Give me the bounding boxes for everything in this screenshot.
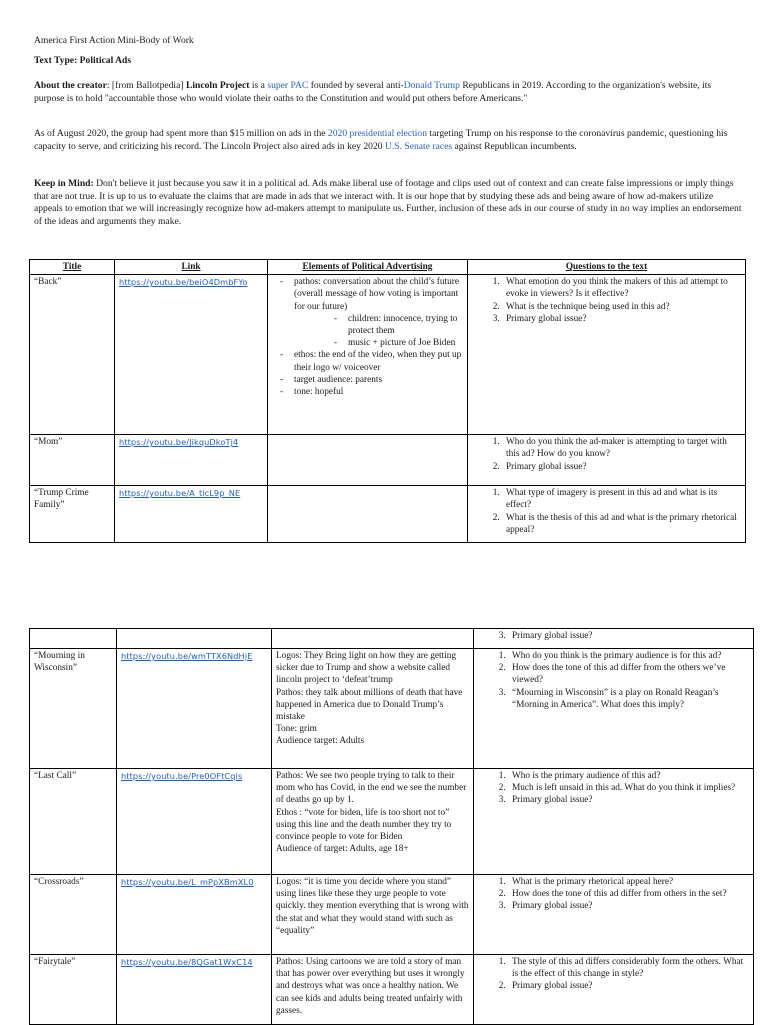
- text-type-heading: Text Type: Political Ads: [34, 55, 132, 66]
- elements-cell: [268, 435, 468, 486]
- spending-text-2: targeting Trump on his response to the coronavirus pandemic, questioning his capacity to serve, and criticizing his record. The Lincoln Project also aired ads in key 2020: [34, 128, 728, 152]
- question-item: 3. Primary global issue?: [508, 900, 749, 912]
- ads-table-page-2: [29, 628, 754, 1025]
- element-line: Pathos: they talk about millions of death that have happened in America due to Donald Trump’s mistake: [276, 687, 463, 723]
- questions-cell: [474, 875, 754, 955]
- question-item: 3. Primary global issue?: [508, 630, 749, 642]
- senate-races-link[interactable]: U.S. Senate races: [384, 140, 453, 152]
- elements-cell: [272, 875, 474, 955]
- ad-title: “Mom”: [30, 435, 115, 486]
- table-row: [30, 629, 754, 649]
- question-item: 1. What emotion do you think the makers of this ad attempt to evoke in viewers? Is it effective?: [502, 276, 741, 300]
- question-item: 3. Primary global issue?: [502, 313, 741, 325]
- ad-link[interactable]: https://youtu.be/Pre0OFtCqis: [121, 771, 243, 781]
- ad-title: “Trump Crime Family”: [30, 486, 115, 543]
- donald-trump-link[interactable]: Donald Trump: [403, 80, 460, 91]
- question-item: 1. What is the primary rhetorical appeal here?: [508, 876, 749, 888]
- elements-cell: [272, 649, 474, 769]
- table-row: [30, 435, 746, 486]
- header-title: Title: [30, 260, 115, 275]
- keep-in-mind-label: Keep in Mind:: [34, 178, 94, 189]
- questions-list: [478, 770, 749, 807]
- ad-link-cell: [117, 955, 272, 1025]
- spending-text-3: against Republican incumbents.: [452, 140, 577, 152]
- list-item: - children: innocence, trying to protect them: [348, 313, 463, 337]
- ad-title: “Fairytale”: [30, 955, 117, 1025]
- ad-link[interactable]: https://youtu.be/A_ticL9p_NE: [119, 488, 241, 499]
- element-line: Ethos : “vote for biden, life is too short not to” using this line and the death number they try to convince people to vote for Biden: [276, 807, 452, 843]
- elements-cell: [268, 275, 468, 435]
- header-link: Link: [115, 260, 268, 275]
- table-row: [30, 955, 754, 1025]
- element-line: Logos: They Bring light on how they are getting sicker due to Trump and show a website called lincoln project to ‘defeat’trump: [276, 651, 457, 686]
- question-item: 2. Primary global issue?: [502, 461, 741, 473]
- question-item: 1. The style of this ad differs considerably form the others. What is the effect of this change in style?: [508, 956, 749, 980]
- empty-cell: [272, 629, 474, 649]
- elements-list: [272, 276, 463, 398]
- questions-cell: [468, 486, 746, 543]
- question-item: 2. How does the tone of this ad differ from others in the set?: [508, 888, 749, 900]
- ad-link[interactable]: https://youtu.be/L_mPpXBmXL0: [121, 877, 254, 887]
- ad-link[interactable]: https://youtu.be/JikquDkoTj4: [119, 437, 239, 448]
- question-item: 2. How does the tone of this ad differ from the others we’ve viewed?: [508, 662, 749, 686]
- list-item: - tone: hopeful: [294, 386, 463, 398]
- questions-cell: [474, 629, 754, 649]
- ad-title: “Mourning in Wisconsin”: [30, 649, 117, 769]
- empty-cell: [30, 629, 117, 649]
- element-pathos: pathos: conversation about the child’s future (overall message of how voting is important for our future): [294, 277, 459, 312]
- question-item: 1. Who do you think the ad-maker is attempting to target with this ad? How do you know?: [502, 436, 741, 460]
- list-item: - music + picture of Joe Biden: [348, 337, 463, 349]
- questions-list: [472, 487, 741, 536]
- element-line: Tone: grim: [276, 724, 317, 735]
- ad-title: “Crossroads”: [30, 875, 117, 955]
- question-item: 3. “Mourning in Wisconsin” is a play on Ronald Reagan’s “Morning in America”. What does this imply?: [508, 687, 749, 711]
- ad-link[interactable]: https://youtu.be/8QGat1WxC14: [121, 957, 253, 967]
- question-item: 1. Who do you think is the primary audience is for this ad?: [508, 650, 749, 662]
- ads-table-page-1: [29, 259, 746, 543]
- questions-list: [472, 276, 741, 325]
- table-row: [30, 769, 754, 875]
- elements-cell: [268, 486, 468, 543]
- document-title: America First Action Mini-Body of Work: [34, 35, 194, 46]
- table-row: [30, 275, 746, 435]
- about-creator-paragraph: [34, 80, 742, 105]
- header-questions: Questions to the text: [468, 260, 746, 275]
- elements-cell: [272, 955, 474, 1025]
- element-line: Audience target: Adults: [276, 736, 365, 747]
- questions-list: [472, 436, 741, 473]
- ad-link-cell: [115, 486, 268, 543]
- ad-title: “Back”: [30, 275, 115, 435]
- ad-link-cell: [117, 769, 272, 875]
- questions-cell: [468, 435, 746, 486]
- empty-cell: [117, 629, 272, 649]
- about-source: : [from Ballotpedia]: [106, 80, 186, 91]
- questions-cell: [474, 955, 754, 1025]
- ad-link-cell: [117, 875, 272, 955]
- list-item: - target audience: parents: [294, 374, 463, 386]
- element-line: Logos: “it is time you decide where you stand” using lines like these they urge people to vote quickly. they mention everything that is wrong with the stat and what they would stand with such as “equality”: [276, 877, 469, 936]
- list-item: [294, 276, 463, 349]
- question-item: 2. Primary global issue?: [508, 980, 749, 992]
- org-name: Lincoln Project: [185, 80, 250, 91]
- question-item: 2. What is the technique being used in this ad?: [502, 301, 741, 313]
- table-row: [30, 875, 754, 955]
- ad-link-cell: [115, 435, 268, 486]
- element-line: Audience of target: Adults, age 18+: [276, 844, 409, 855]
- questions-list: [478, 650, 749, 711]
- about-text-1: is a: [249, 80, 268, 91]
- element-line: Pathos: We see two people trying to talk to their mom who has Covid, in the end we see the number of deaths go up by 1.: [276, 771, 467, 806]
- ad-link-cell: [115, 275, 268, 435]
- presidential-election-link[interactable]: 2020 presidential election: [327, 128, 428, 139]
- spending-text-1: As of August 2020, the group had spent more than $15 million on ads in the: [34, 128, 328, 139]
- ad-link[interactable]: https://youtu.be/beiO4DmbFYo: [119, 277, 248, 288]
- questions-list: [478, 876, 749, 913]
- question-item: 1. Who is the primary audience of this ad?: [508, 770, 749, 782]
- question-item: 2. Much is left unsaid in this ad. What do you think it implies?: [508, 782, 749, 794]
- super-pac-link[interactable]: super PAC: [267, 80, 309, 91]
- questions-cell: [474, 769, 754, 875]
- elements-cell: [272, 769, 474, 875]
- about-label: About the creator: [34, 80, 107, 91]
- questions-list: [478, 956, 749, 993]
- about-text-2: founded by several anti-: [308, 80, 404, 91]
- keep-in-mind-paragraph: [34, 178, 742, 229]
- sub-list: [294, 313, 463, 350]
- ad-title: “Last Call”: [30, 769, 117, 875]
- table-header-row: [30, 260, 746, 275]
- question-item: 1. What type of imagery is present in this ad and what is its effect?: [502, 487, 741, 511]
- ad-link[interactable]: https://youtu.be/wmTTX6NdHjE: [121, 651, 253, 661]
- table-row: [30, 649, 754, 769]
- spending-paragraph: [34, 128, 742, 153]
- list-item: - ethos: the end of the video, when they put up their logo w/ voiceover: [294, 349, 463, 373]
- keep-in-mind-text: Don't believe it just because you saw it in a political ad. Ads make liberal use of footage and clips used out of context and can create false impressions or imply things that are not true. It is up to us to evaluate the claims that are made in ads that we interact with. It is our hope that by studying these ads and being aware of how ad-makers utilize appeals to emotion that we will increasingly recognize how ad-makers attempt to manipulate us. Further, inclusion of these ads in our course of study in no way implies an endorsement of the ideas and arguments they make.: [34, 178, 742, 228]
- about-text-3: Republicans in 2019. According to the organization's website, its purpose is to hold "accountable those who would violate their oaths to the Constitution and would put others before Americans.": [34, 80, 712, 104]
- question-item: 2. What is the thesis of this ad and what is the primary rhetorical appeal?: [502, 512, 741, 536]
- questions-cell: [468, 275, 746, 435]
- element-line: Pathos: Using cartoons we are told a story of man that has power over everything but uses it wrongly and destroys what was once a healthy nation. We can see kids and adults being treated unfairly with gasses.: [276, 957, 465, 1016]
- question-item: 3. Primary global issue?: [508, 794, 749, 806]
- ad-link-cell: [117, 649, 272, 769]
- questions-list: [478, 630, 749, 642]
- table-row: [30, 486, 746, 543]
- questions-cell: [474, 649, 754, 769]
- header-elements: Elements of Political Advertising: [268, 260, 468, 275]
